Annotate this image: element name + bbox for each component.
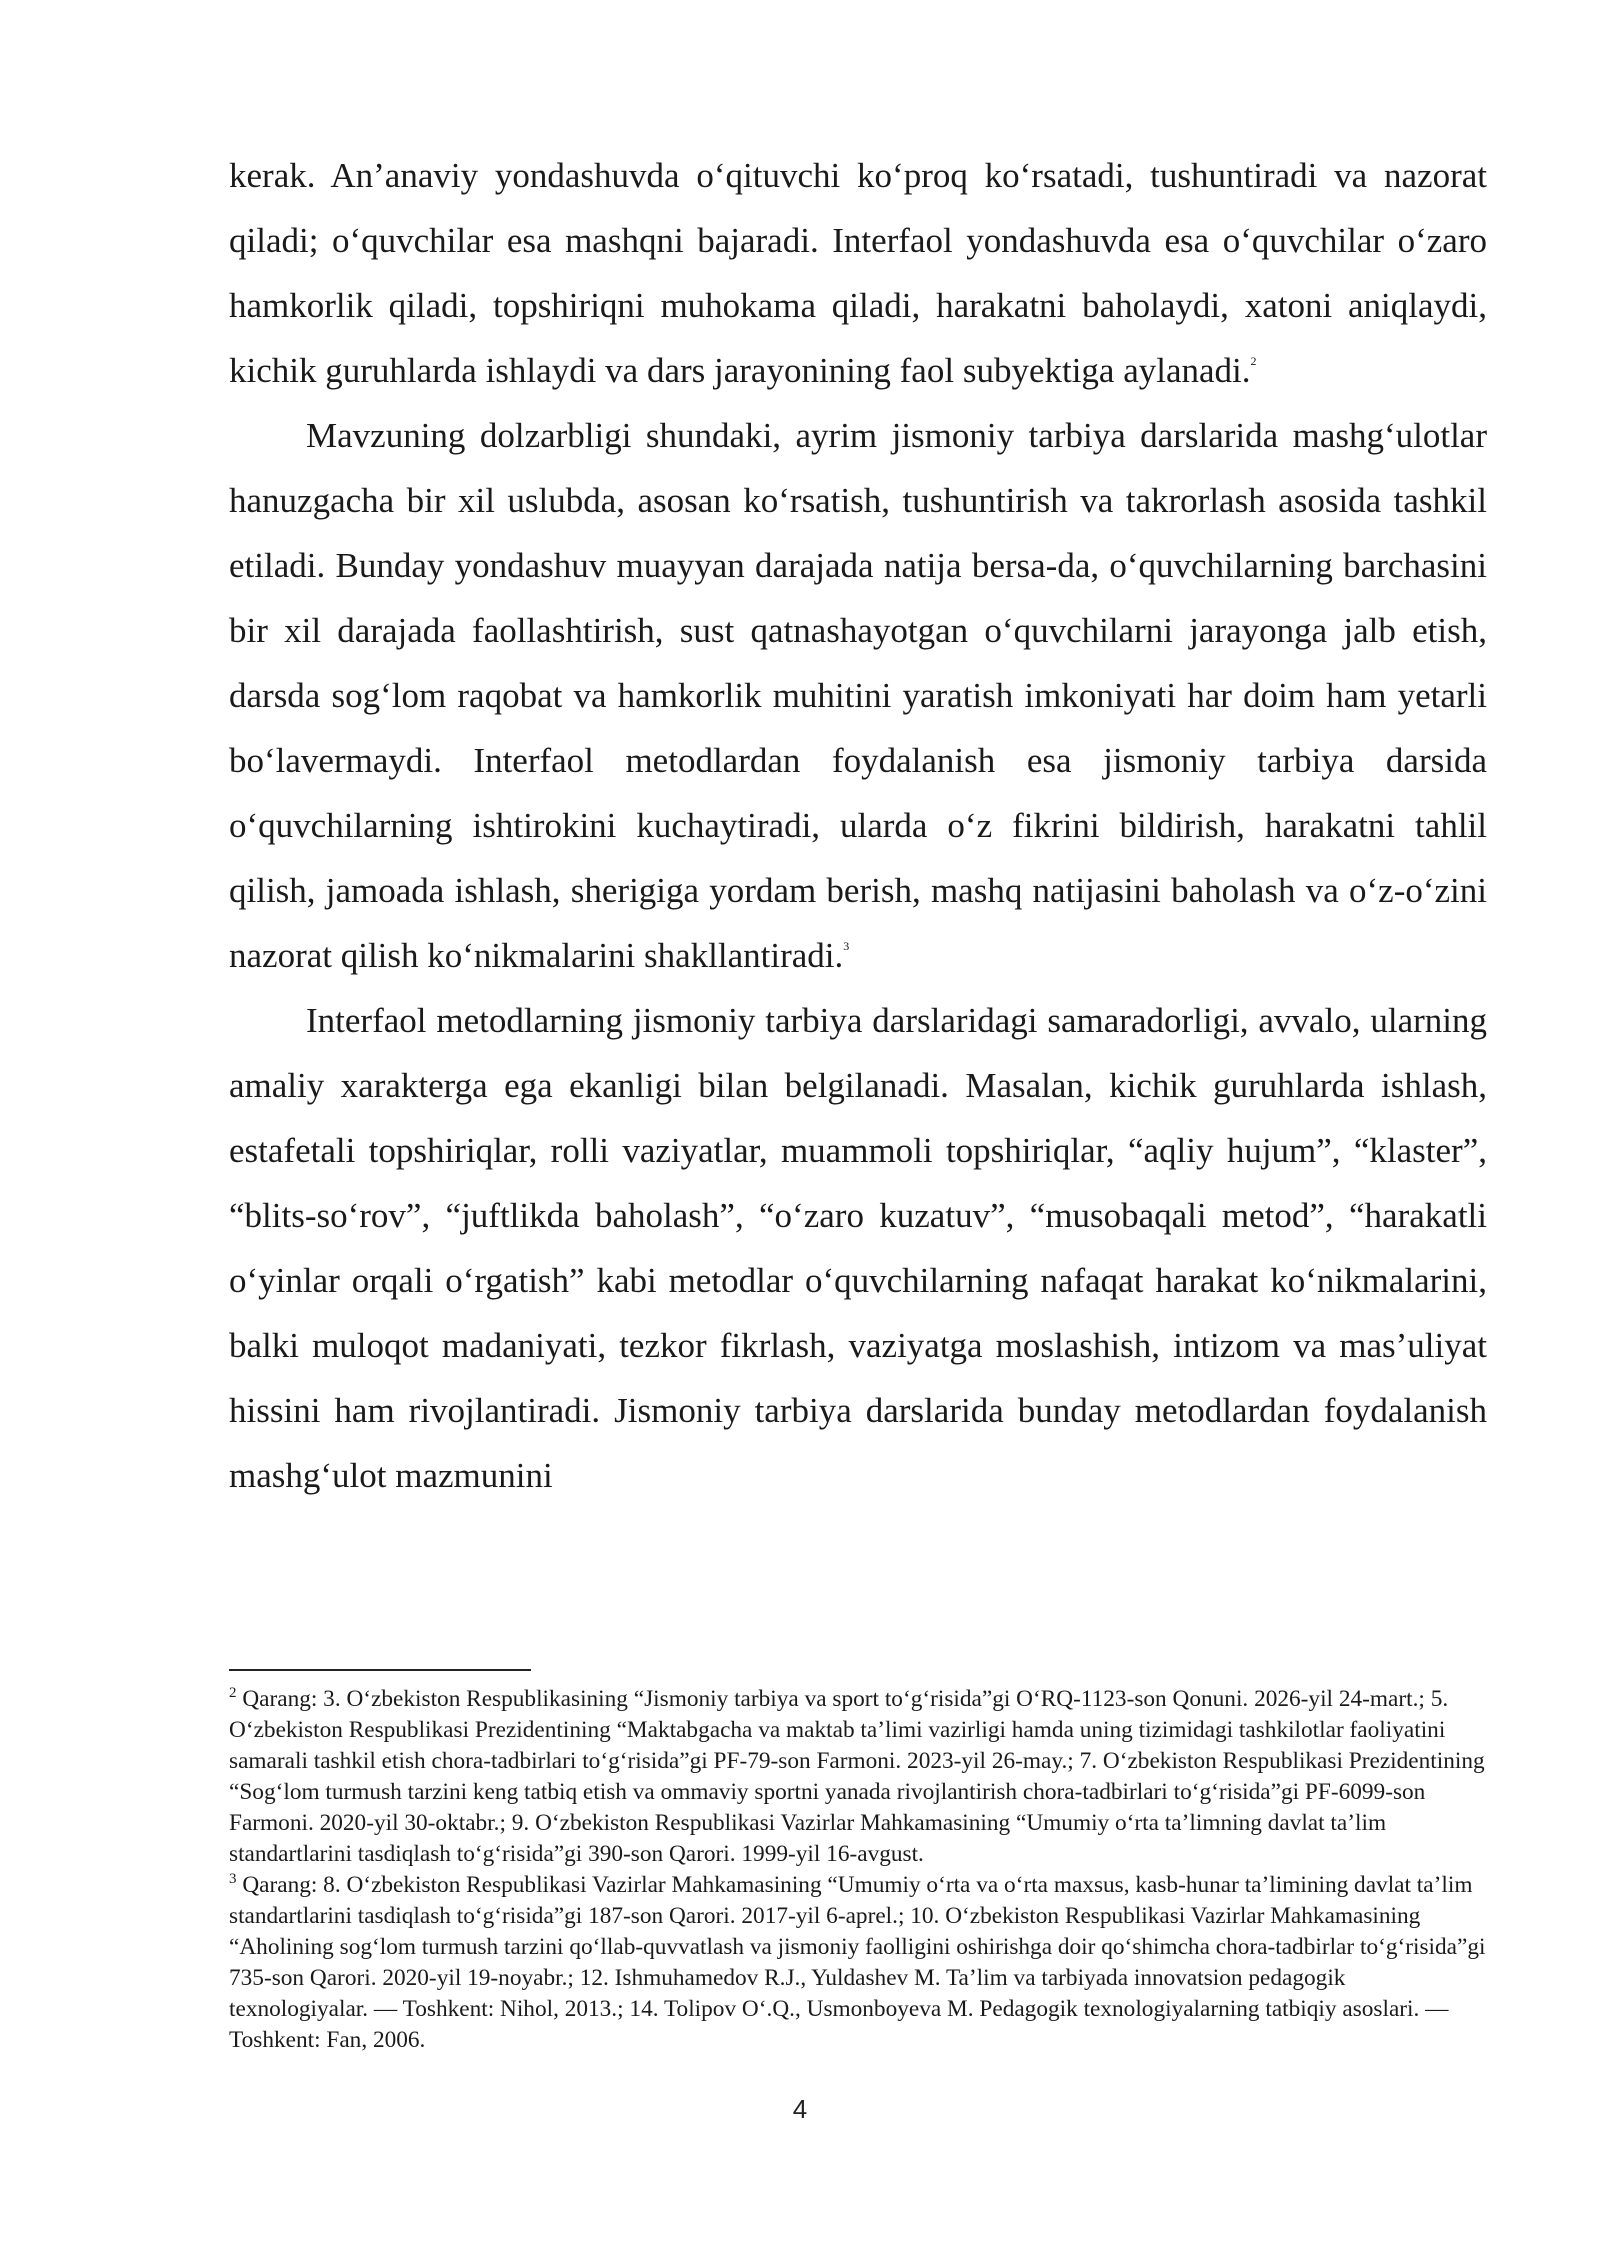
footnote-reference-3[interactable]: 3 <box>843 939 850 954</box>
footnote-reference-2[interactable]: 2 <box>1250 354 1257 369</box>
paragraph-1-text: kerak. An’anaviy yondashuvda o‘qituvchi ko‘proq ko‘rsatadi, tushuntiradi va nazorat qiladi; o‘quvchilar esa mashqni bajaradi. Interfaol yondashuvda esa o‘quvchilar o‘zaro hamkorlik qiladi, topshiriqni muhokama qiladi, harakatni baholaydi, xatoni aniqlaydi, kichik guruhlarda ishlaydi va dars jarayonining faol subyektiga aylanadi. <box>229 156 1487 390</box>
paragraph-1 <box>229 143 1487 403</box>
footnote-3-text: Qarang: 8. O‘zbekiston Respublikasi Vazirlar Mahkamasining “Umumiy o‘rta va o‘rta maxsus, kasb-hunar ta’limining davlat ta’lim standartlarini tasdiqlash to‘g‘risida”gi 187-son Qarori. 2017-yil 6-aprel.; 10. O‘zbekiston Respublikasi Vazirlar Mahkamasining “Aholining sog‘lom turmush tarzini qo‘llab-quvvatlash va jismoniy faolligini oshirishga doir qo‘shimcha chora-tadbirlar to‘g‘risida”gi 735-son Qarori. 2020-yil 19-noyabr.; 12. Ishmuhamedov R.J., Yuldashev M. Ta’lim va tarbiyada innovatsion pedagogik texnologiyalar. — Toshkent: Nihol, 2013.; 14. Tolipov O‘.Q., Usmonboyeva M. Pedagogik texnologiyalarning tatbiqiy asoslari. — Toshkent: Fan, 2006. <box>229 1872 1486 2053</box>
paragraph-2-text: Mavzuning dolzarbligi shundaki, ayrim jismoniy tarbiya darslarida mashg‘ulotlar hanuzgacha bir xil uslubda, asosan ko‘rsatish, tushuntirish va takrorlash asosida tashkil etiladi. Bunday yondashuv muayyan darajada natija bersa-da, o‘quvchilarning barchasini bir xil darajada faollashtirish, sust qatnashayotgan o‘quvchilarni jarayonga jalb etish, darsda sog‘lom raqobat va hamkorlik muhitini yaratish imkoniyati har doim ham yetarli bo‘lavermaydi. Interfaol metodlardan foydalanish esa jismoniy tarbiya darsida o‘quvchilarning ishtirokini kuchaytiradi, ularda o‘z fikrini bildirish, harakatni tahlil qilish, jamoada ishlash, sherigiga yordam berish, mashq natijasini baholash va o‘z-o‘zini nazorat qilish ko‘nikmalarini shakllantiradi. <box>229 416 1487 975</box>
footnote-number: 3 <box>229 1871 237 1888</box>
footnote-number: 2 <box>229 1685 237 1702</box>
footnote-separator <box>229 1669 531 1671</box>
footnotes-section <box>229 1684 1487 2056</box>
paragraph-3-text: Interfaol metodlarning jismoniy tarbiya darslaridagi samaradorligi, avvalo, ularning amaliy xarakterga ega ekanligi bilan belgilanadi. Masalan, kichik guruhlarda ishlash, estafetali topshiriqlar, rolli vaziyatlar, muammoli topshiriqlar, “aqliy hujum”, “klaster”, “blits-so‘rov”, “juftlikda baholash”, “o‘zaro kuzatuv”, “musobaqali metod”, “harakatli o‘yinlar orqali o‘rgatish” kabi metodlar o‘quvchilarning nafaqat harakat ko‘nikmalarini, balki muloqot madaniyati, tezkor fikrlash, vaziyatga moslashish, intizom va mas’uliyat hissini ham rivojlantiradi. Jismoniy tarbiya darslarida bunday metodlardan foydalanish mashg‘ulot mazmunini <box>229 1001 1487 1495</box>
body-text <box>229 143 1487 1508</box>
page-number: 4 <box>792 2094 808 2124</box>
paragraph-2 <box>229 403 1487 988</box>
footnote-2 <box>229 1684 1487 1870</box>
footnote-2-text: Qarang: 3. O‘zbekiston Respublikasining “Jismoniy tarbiya va sport to‘g‘risida”gi O‘RQ-1123-son Qonuni. 2026-yil 24-mart.; 5. O‘zbekiston Respublikasi Prezidentining “Maktabgacha va maktab ta’limi vazirligi hamda uning tizimidagi tashkilotlar faoliyatini samarali tashkil etish chora-tadbirlari to‘g‘risida”gi PF-79-son Farmoni. 2023-yil 26-may.; 7. O‘zbekiston Respublikasi Prezidentining “Sog‘lom turmush tarzini keng tatbiq etish va ommaviy sportni yanada rivojlantirish chora-tadbirlari to‘g‘risida”gi PF-6099-son Farmoni. 2020-yil 30-oktabr.; 9. O‘zbekiston Respublikasi Vazirlar Mahkamasining “Umumiy o‘rta ta’limning davlat ta’lim standartlarini tasdiqlash to‘g‘risida”gi 390-son Qarori. 1999-yil 16-avgust. <box>229 1686 1485 1867</box>
footnote-3 <box>229 1870 1487 2056</box>
paragraph-3 <box>229 988 1487 1508</box>
